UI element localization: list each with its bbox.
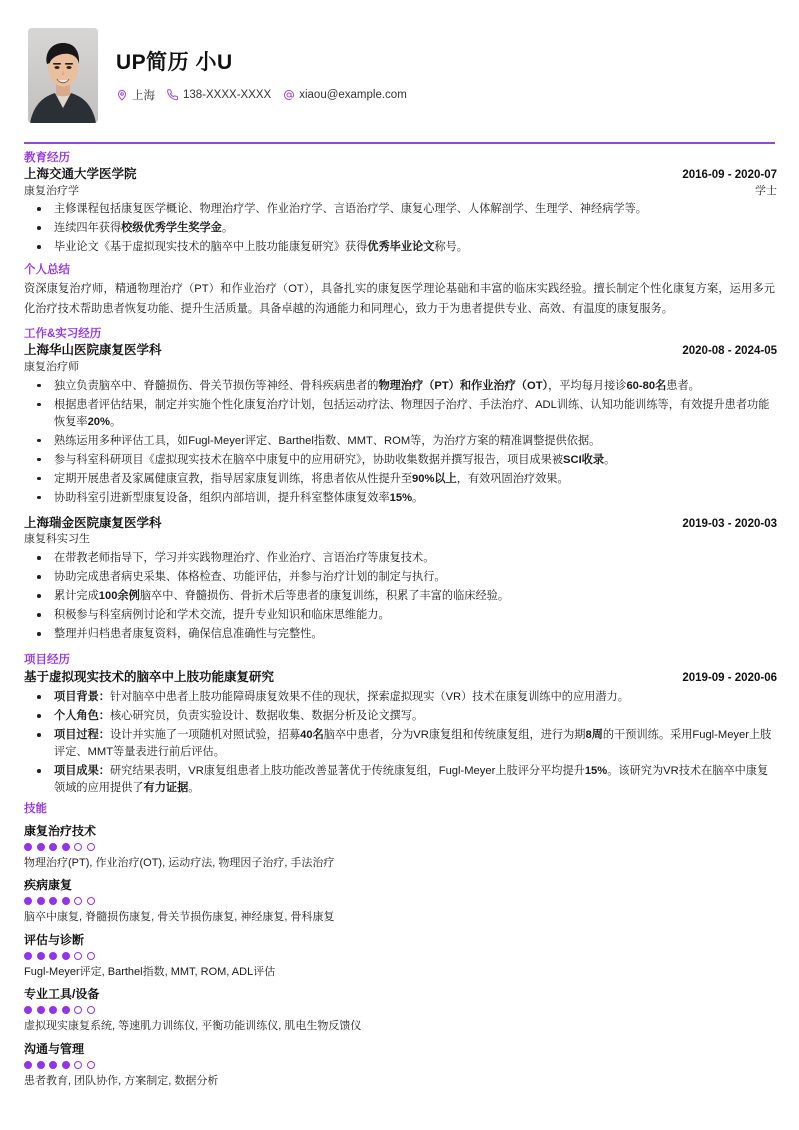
skill-level-dot: [37, 952, 45, 960]
section-work: [22, 327, 777, 643]
page-title: UP简历 小U: [116, 51, 233, 74]
avatar: [28, 28, 98, 123]
list-item: 项目成果：研究结果表明，VR康复组患者上肢功能改善显著优于传统康复组，Fugl-Meyer上肢评分平均提升15%。该研究为VR技术在脑卒中康复领域的应用提供了有力证据。: [22, 763, 777, 797]
skill-level: [24, 1061, 777, 1069]
skill-level-dot: [74, 1006, 82, 1014]
list-item: 连续四年获得校级优秀学生奖学金。: [22, 220, 777, 237]
skill-level-dot: [37, 843, 45, 851]
skill-level-dot: [24, 1006, 32, 1014]
section-title-work: 工作&实习经历: [24, 327, 102, 340]
skill-level-dot: [37, 897, 45, 905]
skill-level: [24, 952, 777, 960]
section-title-projects: 项目经历: [24, 654, 70, 667]
work-bullets: [22, 378, 777, 507]
list-item: 积极参与科室病例讨论和学术交流，提升专业知识和临床思维能力。: [22, 607, 777, 624]
skill-item: [24, 876, 777, 926]
resume-header: [22, 24, 777, 123]
section-projects: [22, 653, 777, 797]
summary-text: 资深康复治疗师，精通物理治疗（PT）和作业治疗（OT），具备扎实的康复医学理论基础和丰富的临床实践经验。擅长制定个性化康复方案，运用多元化治疗技术帮助患者恢复功能、提升生活质量。具备卓越的沟通能力和同理心，致力于为患者提供专业、高效、有温度的康复服务。: [24, 282, 775, 315]
skill-level-dot: [49, 1061, 57, 1069]
skills-list: [22, 822, 777, 1090]
work-bullets: [22, 550, 777, 643]
identity-block: [116, 28, 413, 103]
list-item: 协助科室引进新型康复设备，组织内部培训，提升科室整体康复效率15%。: [22, 490, 777, 507]
skill-level: [24, 843, 777, 851]
skill-level-dot: [62, 843, 70, 851]
skill-keywords: Fugl-Meyer评定, Barthel指数, MMT, ROM, ADL评估: [24, 965, 276, 978]
section-skills: [22, 802, 777, 1089]
skill-level-dot: [87, 843, 95, 851]
list-item: 在带教老师指导下，学习并实践物理治疗、作业治疗、言语治疗等康复技术。: [22, 550, 777, 567]
skill-level-dot: [37, 1006, 45, 1014]
list-item: 累计完成100余例脑卒中、脊髓损伤、骨折术后等患者的康复训练，积累了丰富的临床经验。: [22, 588, 777, 605]
skill-item: [24, 822, 777, 872]
skill-level-dot: [62, 1061, 70, 1069]
list-item: 项目背景：针对脑卒中患者上肢功能障碍康复效果不佳的现状，探索虚拟现实（VR）技术在康复训练中的应用潜力。: [22, 689, 777, 706]
skill-level-dot: [24, 1061, 32, 1069]
skill-item: [24, 1040, 777, 1090]
contact-phone-text: 138-XXXX-XXXX: [183, 89, 272, 102]
skill-level-dot: [87, 1061, 95, 1069]
skill-level-dot: [62, 952, 70, 960]
skill-level-dot: [62, 897, 70, 905]
skill-keywords: 脑卒中康复, 脊髓损伤康复, 骨关节损伤康复, 神经康复, 骨科康复: [24, 911, 335, 924]
skill-keywords: 患者教育, 团队协作, 方案制定, 数据分析: [24, 1074, 219, 1087]
contact-location-text: 上海: [132, 90, 155, 103]
contact-email: [283, 89, 407, 101]
skill-level-dot: [49, 952, 57, 960]
education-date: 2016-09 - 2020-07: [682, 169, 777, 182]
project-bullets: [22, 689, 777, 797]
skill-level-dot: [49, 1006, 57, 1014]
work-org: 上海瑞金医院康复医学科: [24, 515, 162, 530]
education-major: 康复治疗学: [24, 184, 79, 197]
list-item: 个人角色：核心研究员，负责实验设计、数据收集、数据分析及论文撰写。: [22, 708, 777, 725]
project-date: 2019-09 - 2020-06: [682, 671, 777, 684]
skill-item: [24, 931, 777, 981]
list-item: 熟练运用多种评估工具，如Fugl-Meyer评定、Barthel指数、MMT、ROM等，为治疗方案的精准调整提供依据。: [22, 433, 777, 450]
work-org: 上海华山医院康复医学科: [24, 343, 162, 358]
contact-location: [116, 87, 155, 103]
skill-level-dot: [49, 843, 57, 851]
skill-level-dot: [62, 1006, 70, 1014]
skill-keywords: 物理治疗(PT), 作业治疗(OT), 运动疗法, 物理因子治疗, 手法治疗: [24, 856, 335, 869]
section-title-education: 教育经历: [24, 151, 70, 164]
contact-email-text: xiaou@example.com: [299, 89, 407, 102]
work-role: 康复治疗师: [24, 360, 79, 373]
skill-level-dot: [87, 952, 95, 960]
work-entry: [22, 342, 777, 506]
education-degree: 学士: [755, 184, 777, 197]
project-entry: [22, 669, 777, 798]
work-entry: [22, 515, 777, 643]
work-date: 2020-08 - 2024-05: [682, 345, 777, 358]
section-summary: [22, 263, 777, 319]
skill-level: [24, 1006, 777, 1014]
list-item: 根据患者评估结果，制定并实施个性化康复治疗计划，包括运动疗法、物理因子治疗、手法治疗、ADL训练、认知功能训练等，有效提升患者功能恢复率20%。: [22, 397, 777, 431]
skill-level-dot: [24, 897, 32, 905]
skill-level-dot: [49, 897, 57, 905]
skill-name: 康复治疗技术: [24, 823, 97, 838]
skill-name: 疾病康复: [24, 878, 73, 893]
skill-level-dot: [37, 1061, 45, 1069]
education-bullets: [22, 201, 777, 256]
skill-level-dot: [74, 1061, 82, 1069]
skill-name: 专业工具/设备: [24, 987, 100, 1002]
skill-level-dot: [87, 897, 95, 905]
skill-keywords: 虚拟现实康复系统, 等速肌力训练仪, 平衡功能训练仪, 肌电生物反馈仪: [24, 1020, 362, 1033]
skill-level-dot: [74, 897, 82, 905]
list-item: 主修课程包括康复医学概论、物理治疗学、作业治疗学、言语治疗学、康复心理学、人体解剖学、生理学、神经病学等。: [22, 201, 777, 218]
education-entry: [22, 166, 777, 256]
list-item: 定期开展患者及家属健康宣教，指导居家康复训练，将患者依从性提升至90%以上，有效巩固治疗效果。: [22, 471, 777, 488]
contact-phone: [167, 89, 271, 101]
skill-level-dot: [24, 952, 32, 960]
education-org: 上海交通大学医学院: [24, 167, 137, 182]
section-title-skills: 技能: [24, 803, 47, 816]
section-education: [22, 151, 777, 257]
skill-level: [24, 897, 777, 905]
skill-level-dot: [74, 843, 82, 851]
skill-item: [24, 985, 777, 1035]
list-item: 参与科室科研项目《虚拟现实技术在脑卒中康复中的应用研究》，协助收集数据并撰写报告，项目成果被SCI收录。: [22, 452, 777, 469]
list-item: 项目过程：设计并实施了一项随机对照试验，招募40名脑卒中患者，分为VR康复组和传统康复组，进行为期8周的干预训练。采用Fugl-Meyer上肢评定、MMT等量表进行前后评估。: [22, 727, 777, 761]
location-pin-icon: [116, 89, 128, 101]
header-divider: [24, 142, 775, 144]
contact-list: [116, 87, 413, 103]
list-item: 毕业论文《基于虚拟现实技术的脑卒中上肢功能康复研究》获得优秀毕业论文称号。: [22, 239, 777, 256]
email-at-icon: [283, 89, 295, 101]
skill-name: 评估与诊断: [24, 932, 85, 947]
list-item: 整理并归档患者康复资料，确保信息准确性与完整性。: [22, 626, 777, 643]
work-role: 康复科实习生: [24, 533, 90, 546]
skill-level-dot: [24, 843, 32, 851]
list-item: 独立负责脑卒中、脊髓损伤、骨关节损伤等神经、骨科疾病患者的物理治疗（PT）和作业治疗（OT），平均每月接诊60-80名患者。: [22, 378, 777, 395]
project-name: 基于虚拟现实技术的脑卒中上肢功能康复研究: [24, 669, 275, 684]
section-title-summary: 个人总结: [24, 264, 70, 277]
skill-name: 沟通与管理: [24, 1041, 85, 1056]
phone-icon: [167, 89, 179, 101]
skill-level-dot: [74, 952, 82, 960]
work-date: 2019-03 - 2020-03: [682, 517, 777, 530]
list-item: 协助完成患者病史采集、体格检查、功能评估，并参与治疗计划的制定与执行。: [22, 569, 777, 586]
skill-level-dot: [87, 1006, 95, 1014]
